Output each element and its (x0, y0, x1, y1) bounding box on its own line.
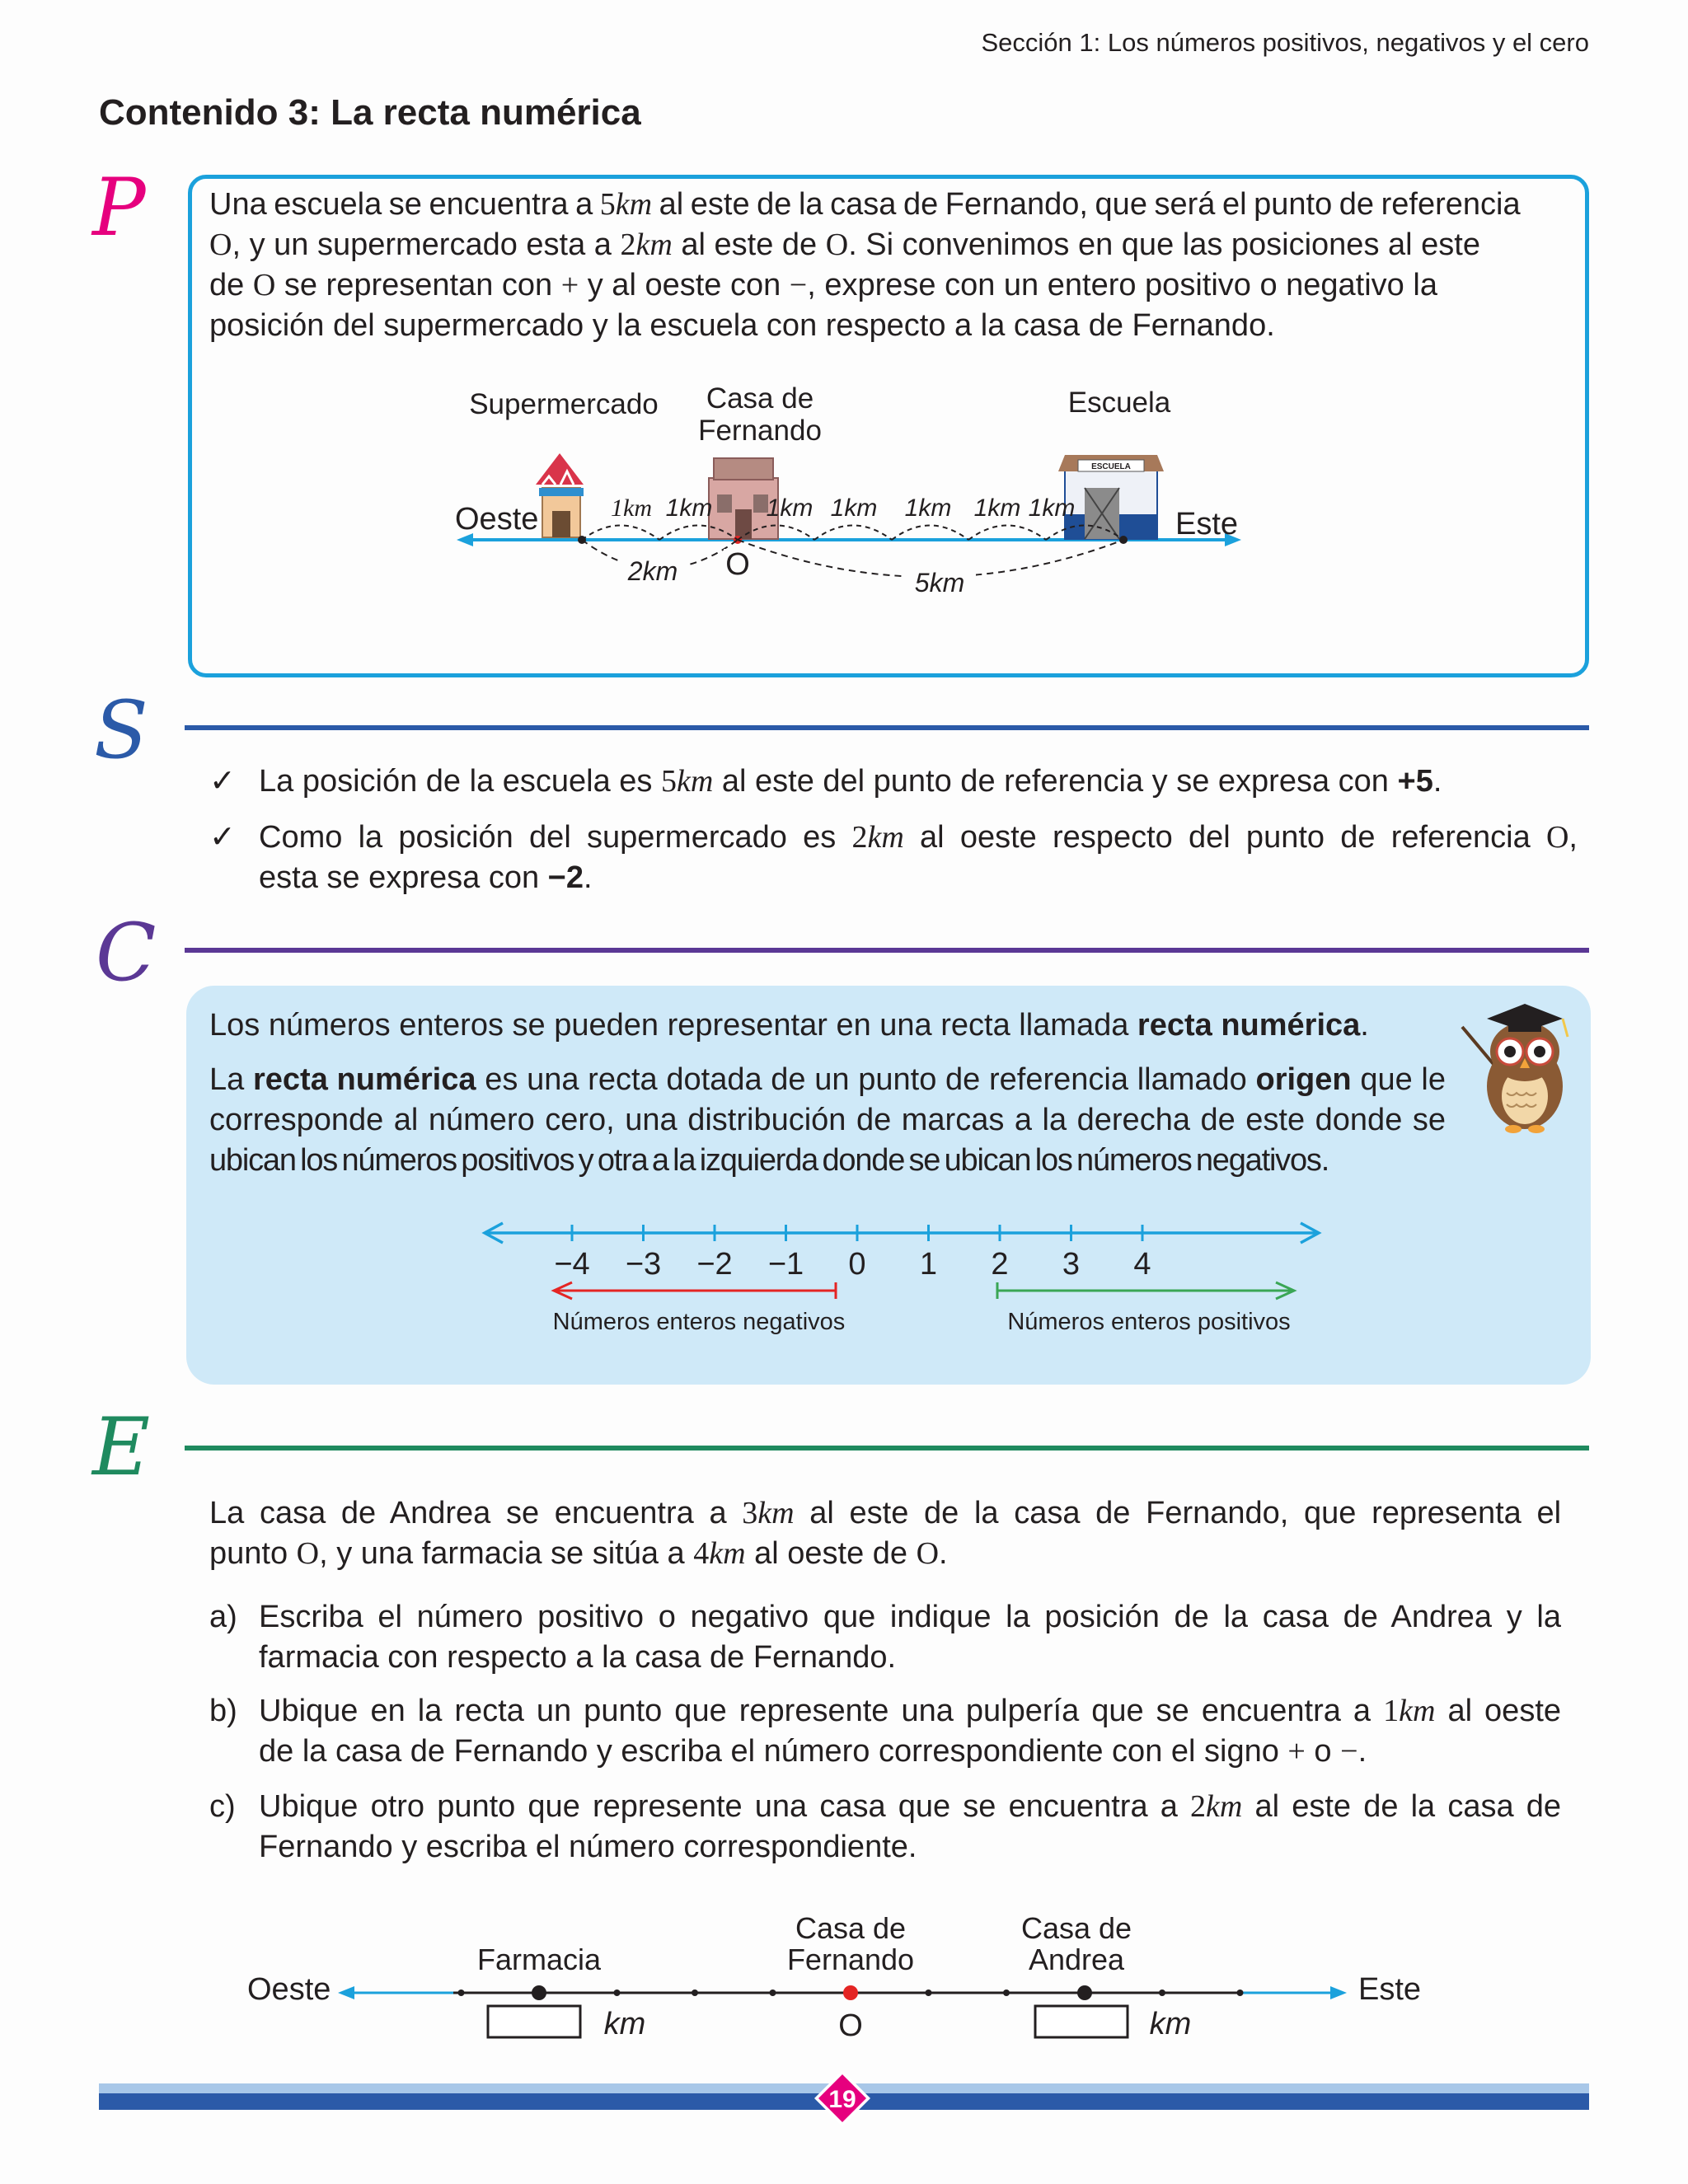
section-rule-s (185, 725, 1589, 730)
unit-farmacia: km (603, 2007, 646, 2041)
km-tick (458, 1990, 465, 1996)
exercise-number-line (239, 1904, 1459, 2052)
km-tick (1237, 1990, 1244, 1996)
label-casa-1: Casa de (706, 382, 814, 415)
label-casa-andrea-2: Andrea (1028, 1943, 1125, 1976)
positive-label: Números enteros positivos (1007, 1309, 1291, 1335)
supermarket-icon (536, 453, 584, 537)
section-letter-s: S (94, 684, 148, 776)
negative-label: Números enteros negativos (552, 1309, 846, 1335)
label-este: Este (1358, 1972, 1422, 2007)
arc-right-label: 5km (914, 568, 965, 598)
point-farmacia (532, 1985, 546, 2000)
km-label-1: 1km (611, 494, 652, 522)
problem-line-4: posición del supermercado y la escuela con respecto a la casa de Fernando. (209, 308, 1275, 343)
point-origin (843, 1985, 858, 2000)
tick-label: 3 (1062, 1247, 1081, 1282)
label-supermercado: Supermercado (469, 388, 659, 420)
km-tick (692, 1990, 698, 1996)
page-number-badge (813, 2069, 872, 2128)
label-oeste: Oeste (247, 1972, 331, 2007)
check-icon: ✓ (209, 820, 236, 855)
school-sign: ESCUELA (1091, 462, 1131, 471)
exercise-a: Escriba el número positivo o negativo que indique la posición de la casa de Andrea y la farmacia con respecto a la casa de Fernando. (259, 1600, 1561, 1675)
tick-label: 4 (1133, 1247, 1151, 1282)
tick-label: −4 (554, 1247, 590, 1282)
section-header: Sección 1: Los números positivos, negativos y el cero (981, 28, 1589, 57)
problem-text (209, 185, 1561, 346)
tick-label: −3 (625, 1247, 662, 1282)
tick-label: −1 (767, 1247, 804, 1282)
km-tick (614, 1990, 621, 1996)
solution-item-1: La posición de la escuela es 5km al este del punto de referencia y se expresa con +5. (259, 764, 1442, 799)
km-tick (926, 1990, 932, 1996)
problem-line-3: de O se representan con + y al oeste con −, exprese con un entero positivo o negativo la (209, 268, 1437, 302)
km-label-2: 1km (665, 494, 713, 522)
exercise-c-label: c) (209, 1789, 236, 1824)
exercise-c: Ubique otro punto que represente una casa que se encuentra a 2km al este de la casa de Fernando y escriba el número correspondiente. (259, 1789, 1562, 1864)
page-title: Contenido 3: La recta numérica (99, 92, 641, 133)
concept-paragraph-1: Los números enteros se pueden representar en una recta llamada recta numérica. (209, 1008, 1369, 1043)
unit-andrea: km (1149, 2007, 1192, 2041)
page-number: 19 (828, 2086, 856, 2113)
km-label-3: 1km (766, 494, 814, 522)
km-label-6: 1km (973, 494, 1021, 522)
answer-box-farmacia[interactable] (488, 2006, 580, 2037)
problem-line-2: O, y un supermercado esta a 2km al este de O. Si convenimos en que las posiciones al este (209, 227, 1480, 262)
integer-number-line (478, 1212, 1335, 1343)
tick-label: 1 (919, 1247, 938, 1282)
problem-line-1: Una escuela se encuentra a 5km al este de la casa de Fernando, que será el punto de referencia (209, 187, 1521, 222)
point-casa-andrea (1077, 1985, 1092, 2000)
km-tick (1003, 1990, 1010, 1996)
tick-label: −2 (696, 1247, 733, 1282)
section-rule-c (185, 948, 1589, 953)
label-escuela: Escuela (1067, 387, 1171, 419)
origin-label: O (838, 2008, 863, 2043)
problem-diagram (445, 379, 1269, 610)
exercise-b: Ubique en la recta un punto que represente una pulpería que se encuentra a 1km al oeste de la casa de Fernando y escriba el número correspondiente con el signo + o −. (259, 1694, 1562, 1769)
label-farmacia: Farmacia (476, 1943, 602, 1976)
km-arcs (582, 526, 1123, 541)
arrow-left-icon (338, 1986, 354, 1999)
label-casa-fernando-2: Fernando (786, 1943, 915, 1976)
km-label-4: 1km (830, 494, 878, 522)
tick-label: 0 (848, 1247, 866, 1282)
answer-box-andrea[interactable] (1035, 2006, 1128, 2037)
label-casa-2: Fernando (698, 415, 822, 447)
section-rule-e (185, 1446, 1589, 1451)
label-casa-andrea-1: Casa de (1020, 1911, 1132, 1945)
km-tick (770, 1990, 776, 1996)
km-label-5: 1km (904, 494, 952, 522)
km-label-7: 1km (1028, 494, 1076, 522)
exercise-intro: La casa de Andrea se encuentra a 3km al este de la casa de Fernando, que representa el punto O, y una farmacia se sitúa a 4km al oeste de O. (209, 1496, 1562, 1571)
km-tick (1159, 1990, 1165, 1996)
origin-label: O (725, 547, 750, 582)
label-oeste: Oeste (455, 502, 539, 537)
concept-paragraph-2: La recta numérica es una recta dotada de un punto de referencia llamado origen que le corresponde al número cero, una distribución de marcas a la derecha de este donde se ubican los números positivos y otra a la izquierda donde se ubican los números negativos. (209, 1062, 1447, 1178)
label-casa-fernando-1: Casa de (795, 1911, 907, 1945)
section-letter-e: E (92, 1401, 151, 1493)
arc-left-label: 2km (627, 556, 678, 586)
section-letter-p: P (92, 162, 146, 254)
check-icon: ✓ (209, 764, 236, 799)
exercise-b-label: b) (209, 1694, 237, 1728)
exercise-a-label: a) (209, 1600, 237, 1634)
solution-item-2: Como la posición del supermercado es 2km al oeste respecto del punto de referencia O, esta se expresa con −2. (259, 820, 1578, 895)
arrow-right-icon (1330, 1986, 1347, 1999)
label-este: Este (1175, 507, 1239, 541)
section-letter-c: C (96, 907, 157, 999)
owl-mascot-icon (1454, 996, 1578, 1136)
tick-label: 2 (991, 1247, 1009, 1282)
